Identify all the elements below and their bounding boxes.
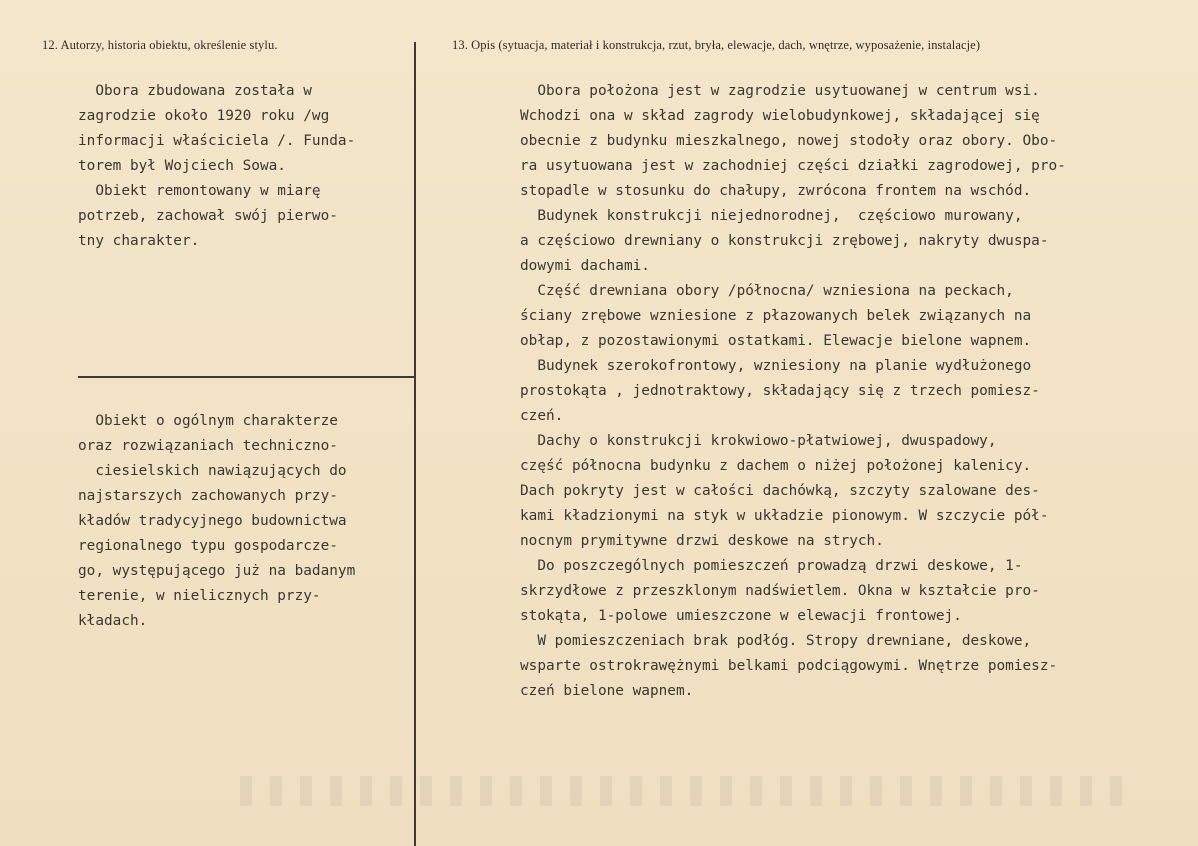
text-line: kładach. [78,613,148,629]
text-line: wsparte ostrokrawężnymi belkami podciągowymi. Wnętrze pomiesz- [520,658,1058,674]
text-line: informacji właściciela /. Funda- [78,133,356,149]
description-text [520,79,1066,704]
text-line: W pomieszczeniach brak podłóg. Stropy drewniane, deskowe, [520,633,1032,649]
text-line: dowymi dachami. [520,258,650,274]
text-line: Dachy o konstrukcji krokwiowo-płatwiowej, dwuspadowy, [520,433,997,449]
text-line: czeń bielone wapnem. [520,683,694,699]
text-line: ciesielskich nawiązujących do [78,463,347,479]
text-line: skrzydłowe z przeszklonym nadświetlem. Okna w kształcie pro- [520,583,1040,599]
text-line: Budynek szerokofrontowy, wzniesiony na planie wydłużonego [520,358,1032,374]
text-line: Budynek konstrukcji niejednorodnej, częściowo murowany, [520,208,1023,224]
history-text [78,79,355,254]
text-line: obecnie z budynku mieszkalnego, nowej stodoły oraz obory. Obo- [520,133,1058,149]
text-line: terenie, w nielicznych przy- [78,588,321,604]
text-line: nocnym prymitywne drzwi deskowe na strych. [520,533,884,549]
section-13-header: 13. Opis (sytuacja, materiał i konstrukcja, rzut, bryła, elewacje, dach, wnętrze, wyposażenie, instalacje) [452,38,981,52]
text-line: Wchodzi ona w skład zagrody wielobudynkowej, składającej się [520,108,1040,124]
text-line: regionalnego typu gospodarcze- [78,538,338,554]
text-line: Część drewniana obory /północna/ wzniesiona na peckach, [520,283,1014,299]
text-line: kami kładzionymi na styk w układzie pionowym. W szczycie pół- [520,508,1049,524]
text-line: oraz rozwiązaniach techniczno- [78,438,338,454]
text-line: kładów tradycyjnego budownictwa [78,513,347,529]
text-line: tny charakter. [78,233,200,249]
text-line: stokąta, 1-polowe umieszczone w elewacji frontowej. [520,608,962,624]
text-line: Obora położona jest w zagrodzie usytuowanej w centrum wsi. [520,83,1040,99]
text-line: potrzeb, zachował swój pierwo- [78,208,338,224]
text-line: Do poszczególnych pomieszczeń prowadzą drzwi deskowe, 1- [520,558,1023,574]
text-line: prostokąta , jednotraktowy, składający się z trzech pomiesz- [520,383,1040,399]
text-line: czeń. [520,408,564,424]
text-line: Obora zbudowana została w [78,83,312,99]
text-line: a częściowo drewniany o konstrukcji zrębowej, nakryty dwuspa- [520,233,1049,249]
text-line: ra usytuowana jest w zachodniej części działki zagrodowej, pro- [520,158,1066,174]
section-12-header: 12. Autorzy, historia obiektu, określenie stylu. [42,38,278,52]
text-line: część północna budynku z dachem o niżej położonej kalenicy. [520,458,1032,474]
text-line: stopadle w stosunku do chałupy, zwrócona frontem na wschód. [520,183,1032,199]
text-line: Dach pokryty jest w całości dachówką, szczyty szalowane des- [520,483,1040,499]
text-line: Obiekt remontowany w miarę [78,183,321,199]
faint-bleed-through [240,776,1140,806]
column-divider [414,42,416,846]
text-line: torem był Wojciech Sowa. [78,158,286,174]
text-line: ściany zrębowe wzniesione z płazowanych belek związanych na [520,308,1032,324]
text-line: najstarszych zachowanych przy- [78,488,338,504]
style-assessment-text [78,409,355,634]
text-line: go, występującego już na badanym [78,563,356,579]
text-line: zagrodzie około 1920 roku /wg [78,108,330,124]
text-line: obłap, z pozostawionymi ostatkami. Elewacje bielone wapnem. [520,333,1032,349]
text-line: Obiekt o ogólnym charakterze [78,413,338,429]
left-section-divider [78,376,415,378]
